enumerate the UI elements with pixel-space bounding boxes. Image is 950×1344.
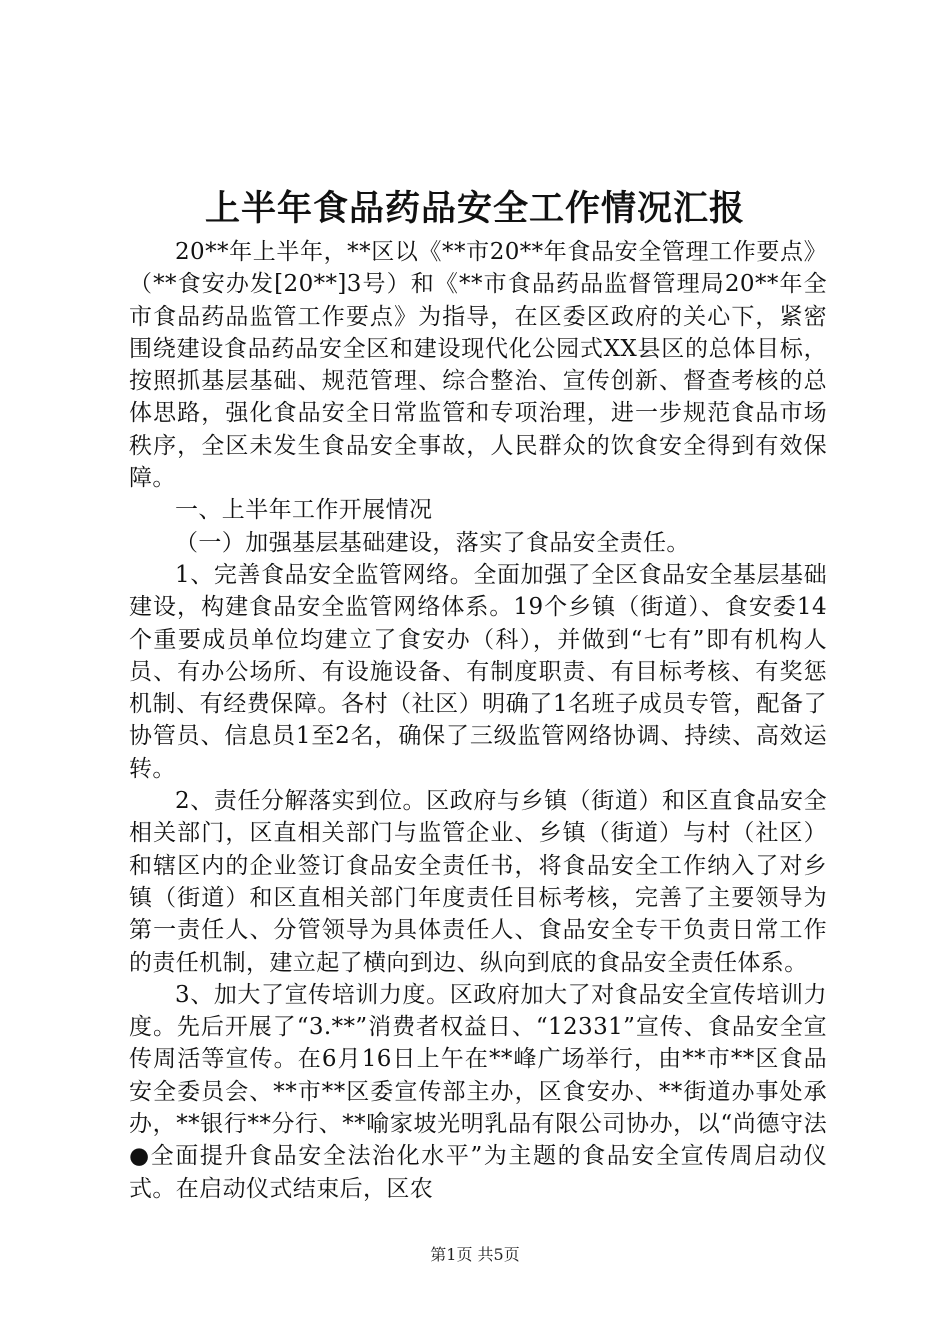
section-heading: 一、上半年工作开展情况 <box>175 497 433 524</box>
paragraph-item-2: 2、责任分解落实到位。区政府与乡镇（街道）和区直食品安全相关部门，区直相关部门与监管企业、乡镇（街道）与村（社区）和辖区内的企业签订食品安全责任书，将食品安全工作纳入了对乡镇（街道）和区直相关部门年度责任目标考核，完善了主要领导为第一责任人、分管领导为具体责任人、食品安全专干负责日常工作的责任机制，建立起了横向到边、纵向到底的食品安全责任体系。 <box>129 788 827 976</box>
paragraph-item-3: 3、加大了宣传培训力度。区政府加大了对食品安全宣传培训力度。先后开展了“3.**”消费者权益日、“12331”宣传、食品安全宣传周活等宣传。在6月16日上午在**峰广场举行，由**市**区食品安全委员会、**市**区委宣传部主办，区食安办、**街道办事处承办，**银行**分行、**喻家坡光明乳品有限公司协办，以“尚德守法●全面提升食品安全法治化水平”为主题的食品安全宣传周启动仪式。在启动仪式结束后，区农 <box>129 981 827 1202</box>
document-body <box>129 236 827 1205</box>
document-title: 上半年食品药品安全工作情况汇报 <box>204 188 745 229</box>
intro-paragraph: 20**年上半年，**区以《**市20**年食品安全管理工作要点》（**食安办发[20**]3号）和《**市食品药品监督管理局20**年全市食品药品监管工作要点》为指导，在区委区政府的关心下，紧密围绕建设食品药品安全区和建设现代化公园式XX县区的总体目标，按照抓基层基础、规范管理、综合整治、宣传创新、督查考核的总体思路，强化食品安全日常监管和专项治理，进一步规范食品市场秩序，全区未发生食品安全事故，人民群众的饮食安全得到有效保障。 <box>129 239 827 492</box>
page-footer: 第1页 共5页 <box>430 1245 520 1264</box>
subsection-heading: （一）加强基层基础建设，落实了食品安全责任。 <box>175 529 690 556</box>
paragraph-item-1: 1、完善食品安全监管网络。全面加强了全区食品安全基层基础建设，构建食品安全监管网络体系。19个乡镇（街道）、食安委14个重要成员单位均建立了食安办（科），并做到“七有”即有机构人员、有办公场所、有设施设备、有制度职责、有目标考核、有奖惩机制、有经费保障。各村（社区）明确了1名班子成员专管，配备了协管员、信息员1至2名，确保了三级监管网络协调、持续、高效运转。 <box>129 561 827 782</box>
